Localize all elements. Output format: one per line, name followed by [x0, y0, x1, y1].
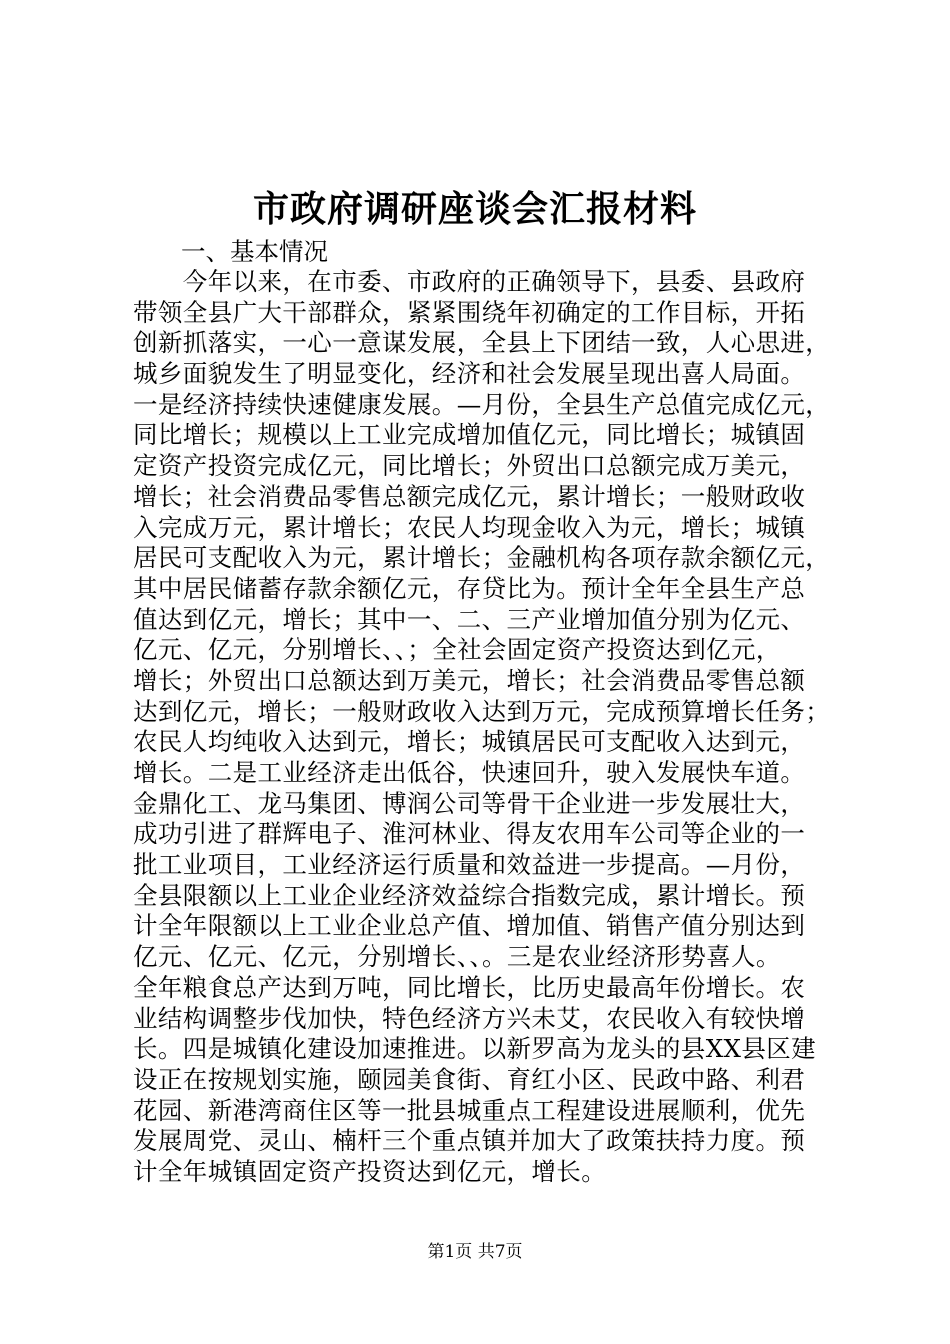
- body-line: 值达到亿元，增长；其中一、二、三产业增加值分别为亿元、: [133, 604, 806, 634]
- body-line: 创新抓落实，一心一意谋发展，全县上下团结一致，人心思进，: [133, 328, 831, 358]
- body-line: 居民可支配收入为元，累计增长；金融机构各项存款余额亿元，: [133, 543, 831, 573]
- body-line: 增长；外贸出口总额达到万美元，增长；社会消费品零售总额: [133, 665, 806, 695]
- body-line: 今年以来，在市委、市政府的正确领导下，县委、县政府: [133, 267, 806, 296]
- body-line: 长。四是城镇化建设加速推进。以新罗高为龙头的县XX县区建: [133, 1034, 817, 1064]
- body-line: 入完成万元，累计增长；农民人均现金收入为元，增长；城镇: [133, 512, 806, 542]
- body-line: 城乡面貌发生了明显变化，经济和社会发展呈现出喜人局面。: [133, 359, 806, 389]
- section-heading: 一、基本情况: [181, 237, 328, 266]
- body-line: 增长；社会消费品零售总额完成亿元，累计增长；一般财政收: [133, 481, 806, 511]
- body-line: 定资产投资完成亿元，同比增长；外贸出口总额完成万美元，: [133, 451, 806, 481]
- body-line: 增长。二是工业经济走出低谷，快速回升，驶入发展快车道。: [133, 758, 806, 787]
- body-text: [133, 267, 853, 1188]
- body-line: 带领全县广大干部群众，紧紧围绕年初确定的工作目标，开拓: [133, 297, 806, 327]
- page-title: 市政府调研座谈会汇报材料: [252, 188, 697, 230]
- body-line: 全县限额以上工业企业经济效益综合指数完成，累计增长。预: [133, 880, 806, 910]
- body-line: 计全年城镇固定资产投资达到亿元，增长。: [133, 1156, 607, 1186]
- body-line: 批工业项目，工业经济运行质量和效益进一步提高。—月份，: [133, 850, 806, 880]
- body-line: 农民人均纯收入达到元，增长；城镇居民可支配收入达到元，: [133, 727, 806, 757]
- body-line: 业结构调整步伐加快，特色经济方兴未艾，农民收入有较快增: [133, 1003, 806, 1033]
- body-line: 一是经济持续快速健康发展。—月份，全县生产总值完成亿元，: [133, 389, 831, 419]
- body-line: 成功引进了群辉电子、淮河林业、得友农用车公司等企业的一: [133, 819, 806, 849]
- body-line: 全年粮食总产达到万吨，同比增长，比历史最高年份增长。农: [133, 972, 806, 1002]
- body-line: 亿元、亿元、亿元，分别增长、、。三是农业经济形势喜人。: [133, 942, 781, 972]
- body-line: 金鼎化工、龙马集团、博润公司等骨干企业进一步发展壮大，: [133, 788, 806, 818]
- body-line: 计全年限额以上工业企业总产值、增加值、销售产值分别达到: [133, 911, 806, 941]
- body-line: 达到亿元，增长；一般财政收入达到万元，完成预算增长任务；: [133, 696, 831, 726]
- body-line: 发展周党、灵山、楠杆三个重点镇并加大了政策扶持力度。预: [133, 1126, 806, 1156]
- body-line: 同比增长；规模以上工业完成增加值亿元，同比增长；城镇固: [133, 420, 806, 450]
- body-line: 其中居民储蓄存款余额亿元，存贷比为。预计全年全县生产总: [133, 573, 806, 603]
- body-line: 亿元、亿元，分别增长、、；全社会固定资产投资达到亿元，: [133, 635, 781, 665]
- body-line: 设正在按规划实施，颐园美食街、育红小区、民政中路、利君: [133, 1064, 806, 1094]
- body-line: 花园、新港湾商住区等一批县城重点工程建设进展顺利，优先: [133, 1095, 806, 1125]
- page-footer: 第1页 共7页: [427, 1242, 523, 1262]
